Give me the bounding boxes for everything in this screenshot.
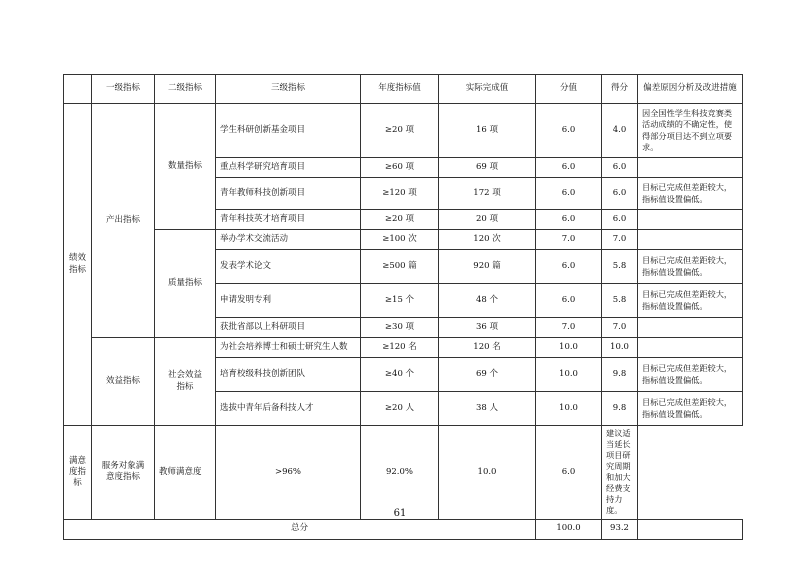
actual-value: 69 项 xyxy=(439,158,536,178)
header-score: 得分 xyxy=(602,75,638,104)
target-value: ≥60 项 xyxy=(361,158,439,178)
weight-value: 6.0 xyxy=(536,104,602,158)
header-value: 分值 xyxy=(536,75,602,104)
score-value: 10.0 xyxy=(602,338,638,358)
performance-indicator-table xyxy=(63,74,743,540)
header-level1: 一级指标 xyxy=(92,75,155,104)
header-blank xyxy=(64,75,92,104)
indicator-name: 获批省部以上科研项目 xyxy=(216,318,361,338)
score-value: 5.8 xyxy=(602,250,638,284)
weight-value: 7.0 xyxy=(536,318,602,338)
indicator-name: 学生科研创新基金项目 xyxy=(216,104,361,158)
total-remark xyxy=(638,519,743,539)
indicator-name: 青年教师科技创新项目 xyxy=(216,178,361,210)
indicator-name: 青年科技英才培育项目 xyxy=(216,210,361,230)
score-value: 7.0 xyxy=(602,230,638,250)
deviation-remark: 目标已完成但差距较大，指标值设置偏低。 xyxy=(638,284,743,318)
weight-value: 10.0 xyxy=(439,426,536,520)
indicator-name: 选拔中青年后备科技人才 xyxy=(216,392,361,426)
target-value: ≥40 个 xyxy=(361,358,439,392)
header-target: 年度指标值 xyxy=(361,75,439,104)
header-level2: 二级指标 xyxy=(155,75,216,104)
target-value: ≥20 项 xyxy=(361,210,439,230)
actual-value: 920 篇 xyxy=(439,250,536,284)
score-value: 6.0 xyxy=(602,158,638,178)
group-service-satisfaction: 服务对象满 意度指标 xyxy=(92,426,155,520)
target-value: ≥20 人 xyxy=(361,392,439,426)
actual-value: 172 项 xyxy=(439,178,536,210)
indicator-name: 举办学术交流活动 xyxy=(216,230,361,250)
deviation-remark xyxy=(638,338,743,358)
group-social-benefit: 社会效益 指标 xyxy=(155,338,216,426)
deviation-remark: 建议适当延长项目研究周期和加大经费支持力度。 xyxy=(602,426,638,520)
total-value: 100.0 xyxy=(536,519,602,539)
score-value: 7.0 xyxy=(602,318,638,338)
header-actual: 实际完成值 xyxy=(439,75,536,104)
header-row xyxy=(64,75,743,104)
score-value: 5.8 xyxy=(602,284,638,318)
group-performance: 绩效 指标 xyxy=(64,104,92,426)
actual-value: 36 项 xyxy=(439,318,536,338)
indicator-name: 发表学术论文 xyxy=(216,250,361,284)
weight-value: 10.0 xyxy=(536,338,602,358)
weight-value: 10.0 xyxy=(536,392,602,426)
indicator-name: 重点科学研究培育项目 xyxy=(216,158,361,178)
actual-value: 69 个 xyxy=(439,358,536,392)
group-output: 产出指标 xyxy=(92,104,155,338)
actual-value: 120 次 xyxy=(439,230,536,250)
score-value: 6.0 xyxy=(602,178,638,210)
actual-value: 120 名 xyxy=(439,338,536,358)
deviation-remark: 目标已完成但差距较大，指标值设置偏低。 xyxy=(638,178,743,210)
weight-value: 6.0 xyxy=(536,250,602,284)
header-remark: 偏差原因分析及改进措施 xyxy=(638,75,743,104)
weight-value: 10.0 xyxy=(536,358,602,392)
group-quality: 质量指标 xyxy=(155,230,216,338)
deviation-remark xyxy=(638,318,743,338)
indicator-name: 培育校级科技创新团队 xyxy=(216,358,361,392)
group-benefit: 效益指标 xyxy=(92,338,155,426)
indicator-name: 教师满意度 xyxy=(155,426,216,520)
actual-value: 38 人 xyxy=(439,392,536,426)
weight-value: 6.0 xyxy=(536,210,602,230)
table-row xyxy=(64,104,743,158)
target-value: >96% xyxy=(216,426,361,520)
total-row xyxy=(64,519,743,539)
target-value: ≥20 项 xyxy=(361,104,439,158)
actual-value: 92.0% xyxy=(361,426,439,520)
target-value: ≥500 篇 xyxy=(361,250,439,284)
table-row xyxy=(64,338,743,358)
score-value: 9.8 xyxy=(602,392,638,426)
actual-value: 48 个 xyxy=(439,284,536,318)
score-value: 4.0 xyxy=(602,104,638,158)
group-satisfaction: 满意度指标 xyxy=(64,426,92,520)
table-row xyxy=(64,426,743,520)
target-value: ≥100 次 xyxy=(361,230,439,250)
indicator-name: 为社会培养博士和硕士研究生人数 xyxy=(216,338,361,358)
table-row xyxy=(64,230,743,250)
total-score: 93.2 xyxy=(602,519,638,539)
group-quantity: 数量指标 xyxy=(155,104,216,230)
target-value: ≥120 项 xyxy=(361,178,439,210)
deviation-remark xyxy=(638,158,743,178)
actual-value: 20 项 xyxy=(439,210,536,230)
weight-value: 7.0 xyxy=(536,230,602,250)
score-value: 6.0 xyxy=(536,426,602,520)
deviation-remark: 目标已完成但差距较大，指标值设置偏低。 xyxy=(638,250,743,284)
deviation-remark xyxy=(638,230,743,250)
actual-value: 16 项 xyxy=(439,104,536,158)
weight-value: 6.0 xyxy=(536,284,602,318)
weight-value: 6.0 xyxy=(536,178,602,210)
deviation-remark xyxy=(638,210,743,230)
page-number: 61 xyxy=(393,508,407,519)
target-value: ≥120 名 xyxy=(361,338,439,358)
indicator-name: 申请发明专利 xyxy=(216,284,361,318)
total-label: 总分 xyxy=(64,519,536,539)
header-level3: 三级指标 xyxy=(216,75,361,104)
score-value: 6.0 xyxy=(602,210,638,230)
score-value: 9.8 xyxy=(602,358,638,392)
deviation-remark: 目标已完成但差距较大，指标值设置偏低。 xyxy=(638,358,743,392)
weight-value: 6.0 xyxy=(536,158,602,178)
deviation-remark: 因全国性学生科技竞赛类活动成绩的不确定性，使得部分项目达不到立项要求。 xyxy=(638,104,743,158)
target-value: ≥30 项 xyxy=(361,318,439,338)
deviation-remark: 目标已完成但差距较大，指标值设置偏低。 xyxy=(638,392,743,426)
target-value: ≥15 个 xyxy=(361,284,439,318)
